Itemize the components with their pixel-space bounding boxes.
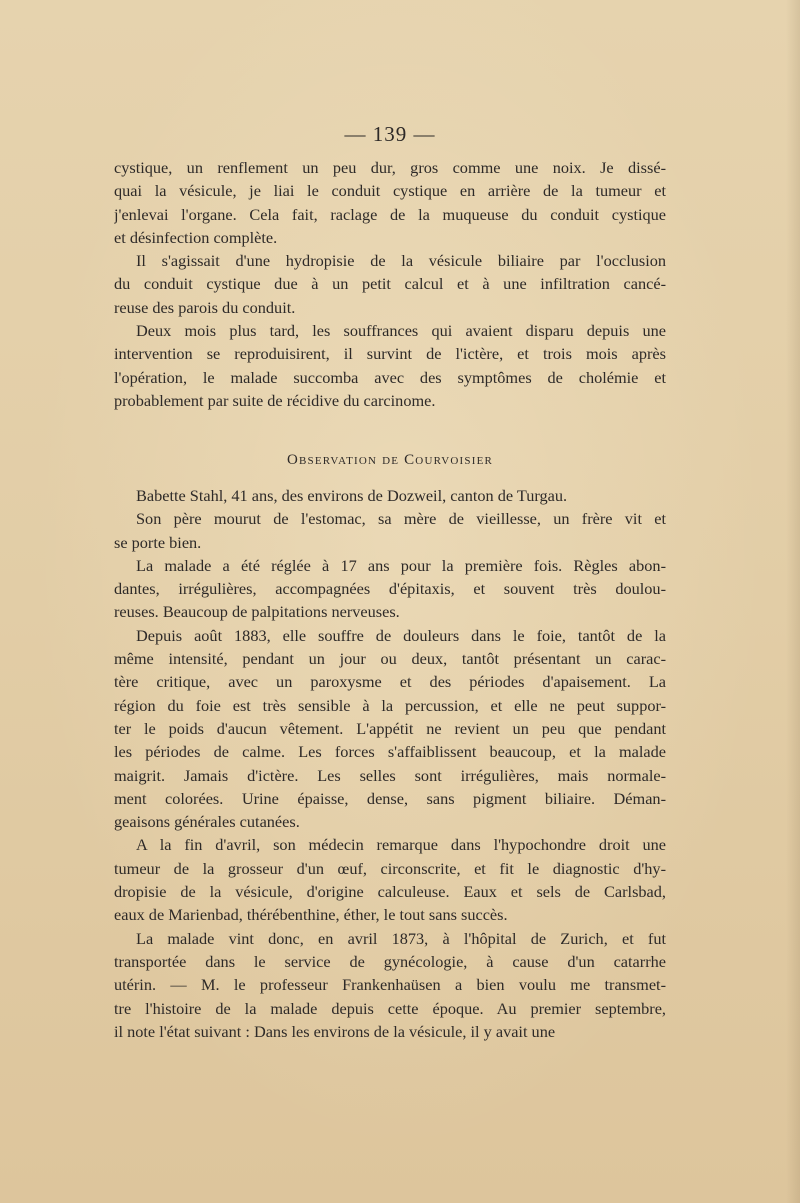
text-line: du conduit cystique due à un petit calcul et à une infiltration cancé- <box>114 274 666 294</box>
text-line: A la fin d'avril, son médecin remarque dans l'hypochondre droit une <box>136 835 666 855</box>
paragraph <box>114 249 666 319</box>
text-line: eaux de Marienbad, thérébenthine, éther, le tout sans succès. <box>114 905 508 925</box>
paragraph <box>114 624 666 834</box>
text-line: même intensité, pendant un jour ou deux, tantôt présentant un carac- <box>114 649 666 669</box>
text-line: geaisons générales cutanées. <box>114 812 300 832</box>
page-edge-shadow <box>786 0 800 1203</box>
text-line: ment colorées. Urine épaisse, dense, sans pigment biliaire. Déman- <box>114 788 666 808</box>
text-line: quai la vésicule, je liai le conduit cystique en arrière de la tumeur et <box>114 181 666 201</box>
text-line: Babette Stahl, 41 ans, des environs de Dozweil, canton de Turgau. <box>136 486 568 505</box>
text-line: intervention se reproduisirent, il survint de l'ictère, et trois mois après <box>114 344 666 364</box>
text-line: La malade a été réglée à 17 ans pour la première fois. Règles abon- <box>136 555 666 575</box>
text-line: utérin. — M. le professeur Frankenhaüsen a bien voulu me transmet- <box>114 975 666 995</box>
paragraph <box>114 833 666 926</box>
paragraph <box>114 507 666 554</box>
text-line: tre l'histoire de la malade depuis cette époque. Au premier septembre, <box>114 998 666 1018</box>
text-line: j'enlevai l'organe. Cela fait, raclage de la muqueuse du conduit cystique <box>114 204 666 224</box>
text-line: reuse des parois du conduit. <box>114 297 296 317</box>
text-line: il note l'état suivant : Dans les environs de la vésicule, il y avait une <box>114 1021 556 1041</box>
text-line: tère critique, avec un paroxysme et des périodes d'apaisement. La <box>114 672 666 692</box>
paragraph <box>114 927 666 1043</box>
text-line: Deux mois plus tard, les souffrances qui avaient disparu depuis une <box>136 321 666 341</box>
text-line: région du foie est très sensible à la percussion, et elle ne peut suppor- <box>114 695 666 715</box>
top-text-block <box>114 156 666 412</box>
text-line: dropisie de la vésicule, d'origine calculeuse. Eaux et sels de Carlsbad, <box>114 882 666 902</box>
text-line: les périodes de calme. Les forces s'affaiblissent beaucoup, et la malade <box>114 742 666 762</box>
page-number: — 139 — <box>344 122 436 146</box>
text-line: l'opération, le malade succomba avec des symptômes de cholémie et <box>114 367 666 387</box>
text-line: La malade vint donc, en avril 1873, à l'hôpital de Zurich, et fut <box>136 928 666 948</box>
text-line: probablement par suite de récidive du carcinome. <box>114 390 436 410</box>
observation-text-block <box>114 484 666 1043</box>
paragraph <box>114 554 666 624</box>
text-line: se porte bien. <box>114 532 202 552</box>
text-line: transportée dans le service de gynécologie, à cause d'un catarrhe <box>114 951 666 971</box>
text-line: Depuis août 1883, elle souffre de douleurs dans le foie, tantôt de la <box>136 625 666 645</box>
paragraph <box>114 484 666 507</box>
text-line: Il s'agissait d'une hydropisie de la vésicule biliaire par l'occlusion <box>136 251 666 271</box>
text-line: reuses. Beaucoup de palpitations nerveuses. <box>114 602 400 622</box>
text-line: tumeur de la grosseur d'un œuf, circonscrite, et fit le diagnostic d'hy- <box>114 858 666 878</box>
section-heading: Observation de Courvoisier <box>286 452 494 468</box>
text-line: cystique, un renflement un peu dur, gros comme une noix. Je dissé- <box>114 158 666 177</box>
text-line: et désinfection complète. <box>114 227 278 247</box>
text-line: dantes, irrégulières, accompagnées d'épitaxis, et souvent très doulou- <box>114 579 666 599</box>
text-line: Son père mourut de l'estomac, sa mère de vieillesse, un frère vit et <box>136 509 666 529</box>
paragraph <box>114 319 666 412</box>
text-line: maigrit. Jamais d'ictère. Les selles sont irrégulières, mais normale- <box>114 765 666 785</box>
text-line: ter le poids d'aucun vêtement. L'appétit ne revient un peu que pendant <box>114 718 666 738</box>
paragraph <box>114 156 666 249</box>
